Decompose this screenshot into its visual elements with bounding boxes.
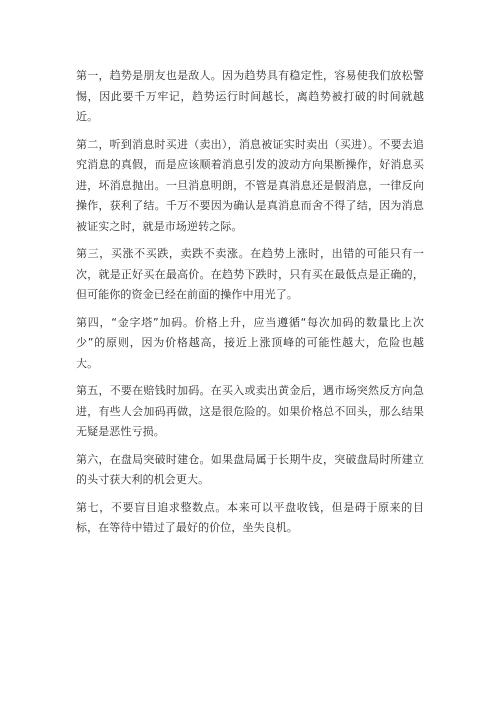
paragraph-7: 第七，不要盲目追求整数点。本来可以平盘收钱，但是碍于原来的目标，在等待中错过了最好的价位，坐失良机。 [76,500,424,534]
paragraph-5: 第五，不要在赔钱时加码。在买入或卖出黄金后，遇市场突然反方向急进，有些人会加码再做，这是很危险的。如果价格总不回头，那么结果无疑是恶性亏损。 [76,384,424,438]
document-body [76,66,424,546]
paragraph-1: 第一，趋势是朋友也是敌人。因为趋势具有稳定性，容易使我们放松警惕，因此要千万牢记，趋势运行时间越长，离趋势被打破的时间就越近。 [76,69,424,123]
paragraph-6: 第六，在盘局突破时建仓。如果盘局属于长期牛皮，突破盘局时所建立的头寸获大利的机会更大。 [76,452,424,486]
paragraph-2: 第二，听到消息时买进（卖出），消息被证实时卖出（买进）。不要去追究消息的真假，而是应该顺着消息引发的波动方向果断操作，好消息买进，坏消息抛出。一旦消息明朗，不管是真消息还是假消息，一律反向操作，获利了结。千万不要因为确认是真消息而舍不得了结，因为消息被证实之时，就是市场逆转之际。 [76,137,424,233]
paragraph-4: 第四，“金字塔”加码。价格上升，应当遵循“每次加码的数量比上次少”的原则，因为价格越高，接近上涨顶峰的可能性越大，危险也越大。 [76,315,424,370]
paragraph-3: 第三，买涨不买跌，卖跌不卖涨。在趋势上涨时，出错的可能只有一次，就是正好买在最高价。在趋势下跌时，只有买在最低点是正确的，但可能你的资金已经在前面的操作中用光了。 [76,247,424,301]
